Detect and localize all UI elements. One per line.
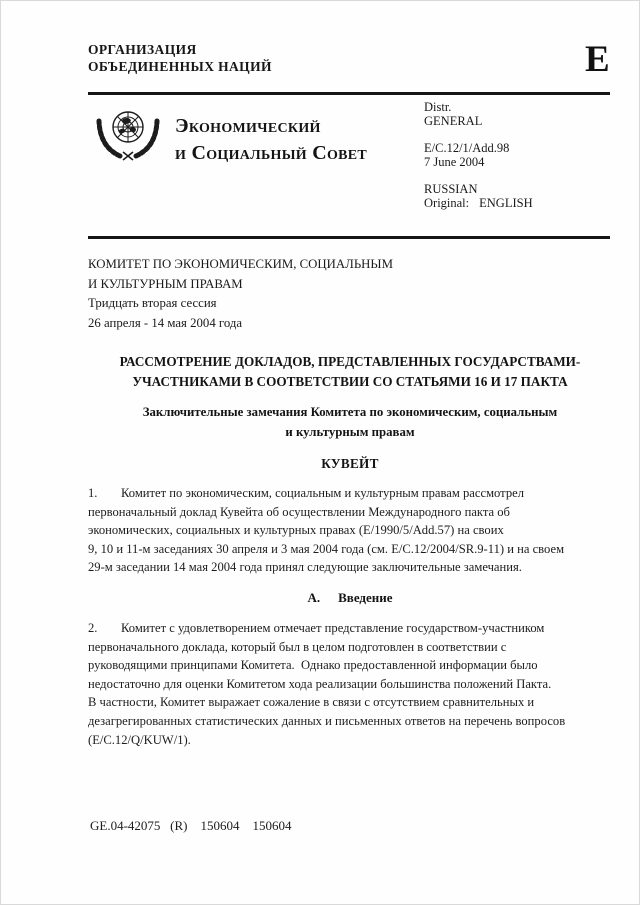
country-heading: КУВЕЙТ <box>321 456 379 471</box>
paragraph-2-line: Комитет с удовлетворением отмечает представление государством-участником <box>121 620 545 635</box>
doc-language: RUSSIAN <box>424 182 478 196</box>
committee-name-line2: И КУЛЬТУРНЫМ ПРАВАМ <box>88 276 243 291</box>
session-dates: 26 апреля - 14 мая 2004 года <box>88 315 243 330</box>
original-value: ENGLISH <box>479 195 533 210</box>
paragraph-1-line: экономических, социальных и культурных правах (E/1990/5/Add.57) на своих <box>88 523 504 538</box>
distr-value: GENERAL <box>424 113 483 128</box>
un-emblem-icon <box>90 105 166 161</box>
paragraph-2-line: (E/C.12/Q/KUW/1). <box>88 732 191 747</box>
council-title <box>175 113 367 167</box>
section-a-title: Введение <box>338 589 393 605</box>
paragraph-2-line: недостаточно для оценки Комитетом хода реализации большинства положений Пакта. <box>88 676 552 691</box>
org-name-line1: ОРГАНИЗАЦИЯ <box>88 42 197 57</box>
doc-series-letter: E <box>585 39 610 80</box>
top-rule <box>88 92 610 95</box>
paragraph-1-number: 1. <box>88 486 98 500</box>
paragraph-1-line: первоначальный доклад Кувейта об осуществлении Международного пакта об <box>88 504 510 519</box>
middle-rule <box>88 236 610 239</box>
council-title-line1: Экономический <box>175 115 321 137</box>
doc-original <box>424 197 533 211</box>
paragraph-1-line: Комитет по экономическим, социальным и культурным правам рассмотрел <box>121 486 524 500</box>
document-title-line2: УЧАСТНИКАМИ В СООТВЕТСТВИИ СО СТАТЬЯМИ 16 И 17 ПАКТА <box>132 373 568 389</box>
paragraph-1-line: 29-м заседании 14 мая 2004 года принял следующие заключительные замечания. <box>88 560 522 575</box>
document-subtitle-line2: и культурным правам <box>285 424 415 439</box>
paragraph-1-line: 9, 10 и 11-м заседаниях 30 апреля и 3 мая 2004 года (см. E/C.12/2004/SR.9-11) и на своем <box>88 541 565 556</box>
paragraph-1 <box>88 484 612 577</box>
org-name <box>88 41 272 75</box>
committee-block <box>88 255 393 333</box>
paragraph-2-line: первоначального доклада, который был в целом подготовлен в соответствии с <box>88 639 507 654</box>
paragraph-2-line: руководящими принципами Комитета. Однако предоставленной информации было <box>88 658 538 673</box>
distr-label: Distr. <box>424 100 452 114</box>
main-content <box>88 352 612 749</box>
paragraph-2-line: В частности, Комитет выражает сожаление в связи с отсутствием сравнительных и <box>88 695 535 710</box>
section-a-letter: A. <box>307 589 321 605</box>
section-a-heading <box>88 588 612 607</box>
distribution-block <box>424 101 533 224</box>
doc-date: 7 June 2004 <box>424 154 485 169</box>
doc-symbol: E/C.12/1/Add.98 <box>424 141 510 155</box>
session-title: Тридцать вторая сессия <box>88 296 217 310</box>
document-title-line1: РАССМОТРЕНИЕ ДОКЛАДОВ, ПРЕДСТАВЛЕННЫХ ГОСУДАРСТВАМИ- <box>119 354 581 369</box>
committee-name-line1: КОМИТЕТ ПО ЭКОНОМИЧЕСКИМ, СОЦИАЛЬНЫМ <box>88 257 393 271</box>
document-subtitle-line1: Заключительные замечания Комитета по экономическим, социальным <box>142 405 558 419</box>
footer-reference: GE.04-42075 (R) 150604 150604 <box>90 818 292 833</box>
paragraph-2-number: 2. <box>88 620 98 635</box>
original-label: Original: <box>424 195 470 210</box>
paragraph-2 <box>88 619 612 749</box>
document-subtitle <box>88 403 612 442</box>
paragraph-2-line: дезагрегированных статистических данных и письменных ответов на перечень вопросов <box>88 713 566 728</box>
document-title <box>88 352 612 391</box>
org-name-line2: ОБЪЕДИНЕННЫХ НАЦИЙ <box>88 59 272 74</box>
council-title-line2: и Социальный Совет <box>175 142 368 164</box>
